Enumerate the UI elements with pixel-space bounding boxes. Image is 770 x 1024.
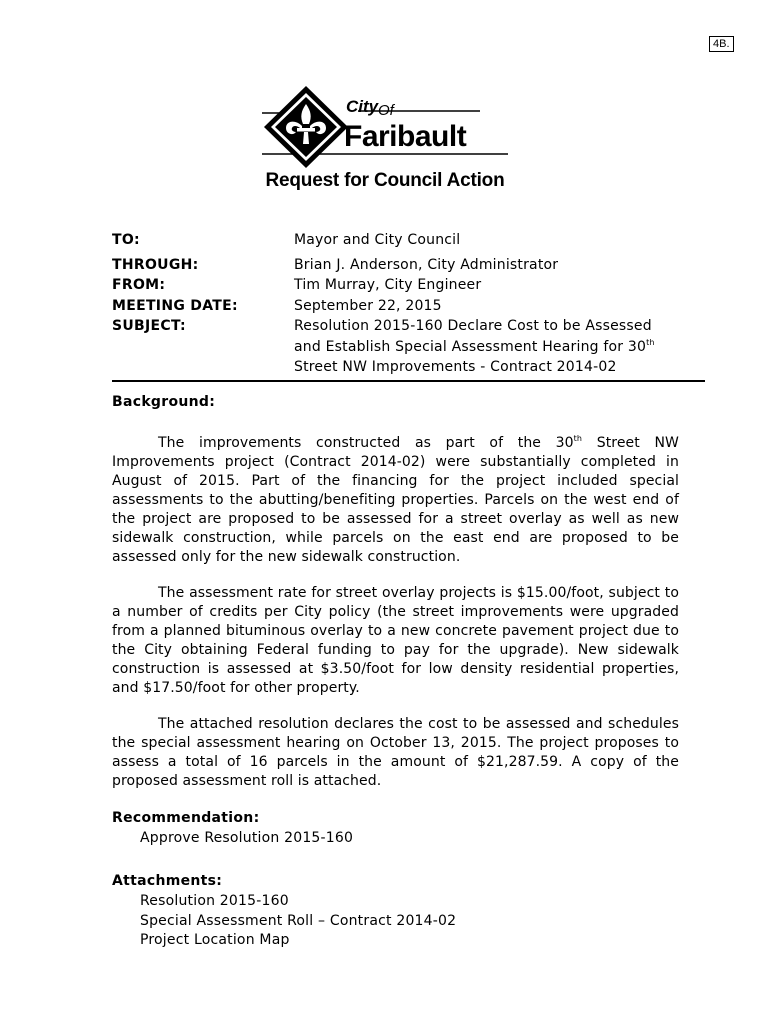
subject-line-2-sup: th [646,337,655,347]
through-value: Brian J. Anderson, City Administrator [294,256,559,273]
background-paragraph-3: The attached resolution declares the cost to be assessed and schedules the special assessment hearing on October 13, 2015. The project proposes to assess a total of 16 parcels in the amount of $21,287.59. A copy of the proposed assessment roll is attached. [112,716,679,789]
meeting-date-value: September 22, 2015 [294,297,442,314]
p1-sup: th [573,434,583,443]
meeting-date-row [112,296,702,317]
memo-header [112,230,702,375]
list-item: Resolution 2015-160 [140,893,289,909]
background-heading: Background: [112,394,216,410]
meeting-date-label: MEETING DATE: [112,297,238,314]
list-item: Project Location Map [140,932,290,948]
logo-city-text: City [346,97,379,116]
p1-pre: The improvements constructed as part of the 30 [158,435,574,451]
subject-row [112,316,702,375]
from-value: Tim Murray, City Engineer [294,277,482,293]
header-divider [112,380,705,382]
from-row [112,275,702,296]
logo-of-text: Of [378,102,394,119]
from-label: FROM: [112,277,166,293]
city-logo [262,84,508,170]
fleur-de-lis-icon [264,86,348,168]
logo-name-text: Faribault [344,120,467,153]
through-label: THROUGH: [112,256,199,273]
p1-post: Street NW Improvements project (Contract 2014-02) were substantially completed in August of 2015. Part of the financing for the project included special assessments to the abutting/benefiting properties. Parcels on the west end of the project are proposed to be assessed for a street overlay as well as new sidewalk construction, while parcels on the east end are proposed to be assessed only for the new sidewalk construction. [112,435,680,565]
page-title: Request for Council Action [265,170,505,191]
recommendation-list [140,829,353,849]
to-value: Mayor and City Council [294,232,461,248]
background-paragraph-2: The assessment rate for street overlay projects is $15.00/foot, subject to a number of credits per City policy (the street improvements were upgraded from a planned bituminous overlay to a new concrete pavement project due to the City obtaining Federal funding to pay for the upgrade). New sidewalk construction is assessed at $3.50/foot for low density residential properties, and $17.50/foot for other property. [112,585,679,696]
through-row [112,255,702,276]
background-paragraph-1 [112,434,679,567]
subject-line-2-text: and Establish Special Assessment Hearing for 30 [294,338,647,355]
subject-label: SUBJECT: [112,318,186,334]
list-item: Approve Resolution 2015-160 [140,830,354,846]
list-item: Special Assessment Roll – Contract 2014-02 [140,912,457,929]
subject-line-1: Resolution 2015-160 Declare Cost to be Assessed [294,318,652,334]
recommendation-heading: Recommendation: [112,810,260,826]
subject-line-3: Street NW Improvements - Contract 2014-02 [294,359,617,375]
agenda-item-tag: 4B. [709,36,734,52]
attachments-list [140,892,456,951]
attachments-heading: Attachments: [112,873,223,889]
to-row [112,230,702,251]
subject-value [294,316,702,378]
to-label: TO: [112,232,140,248]
subject-line-2 [294,339,655,355]
